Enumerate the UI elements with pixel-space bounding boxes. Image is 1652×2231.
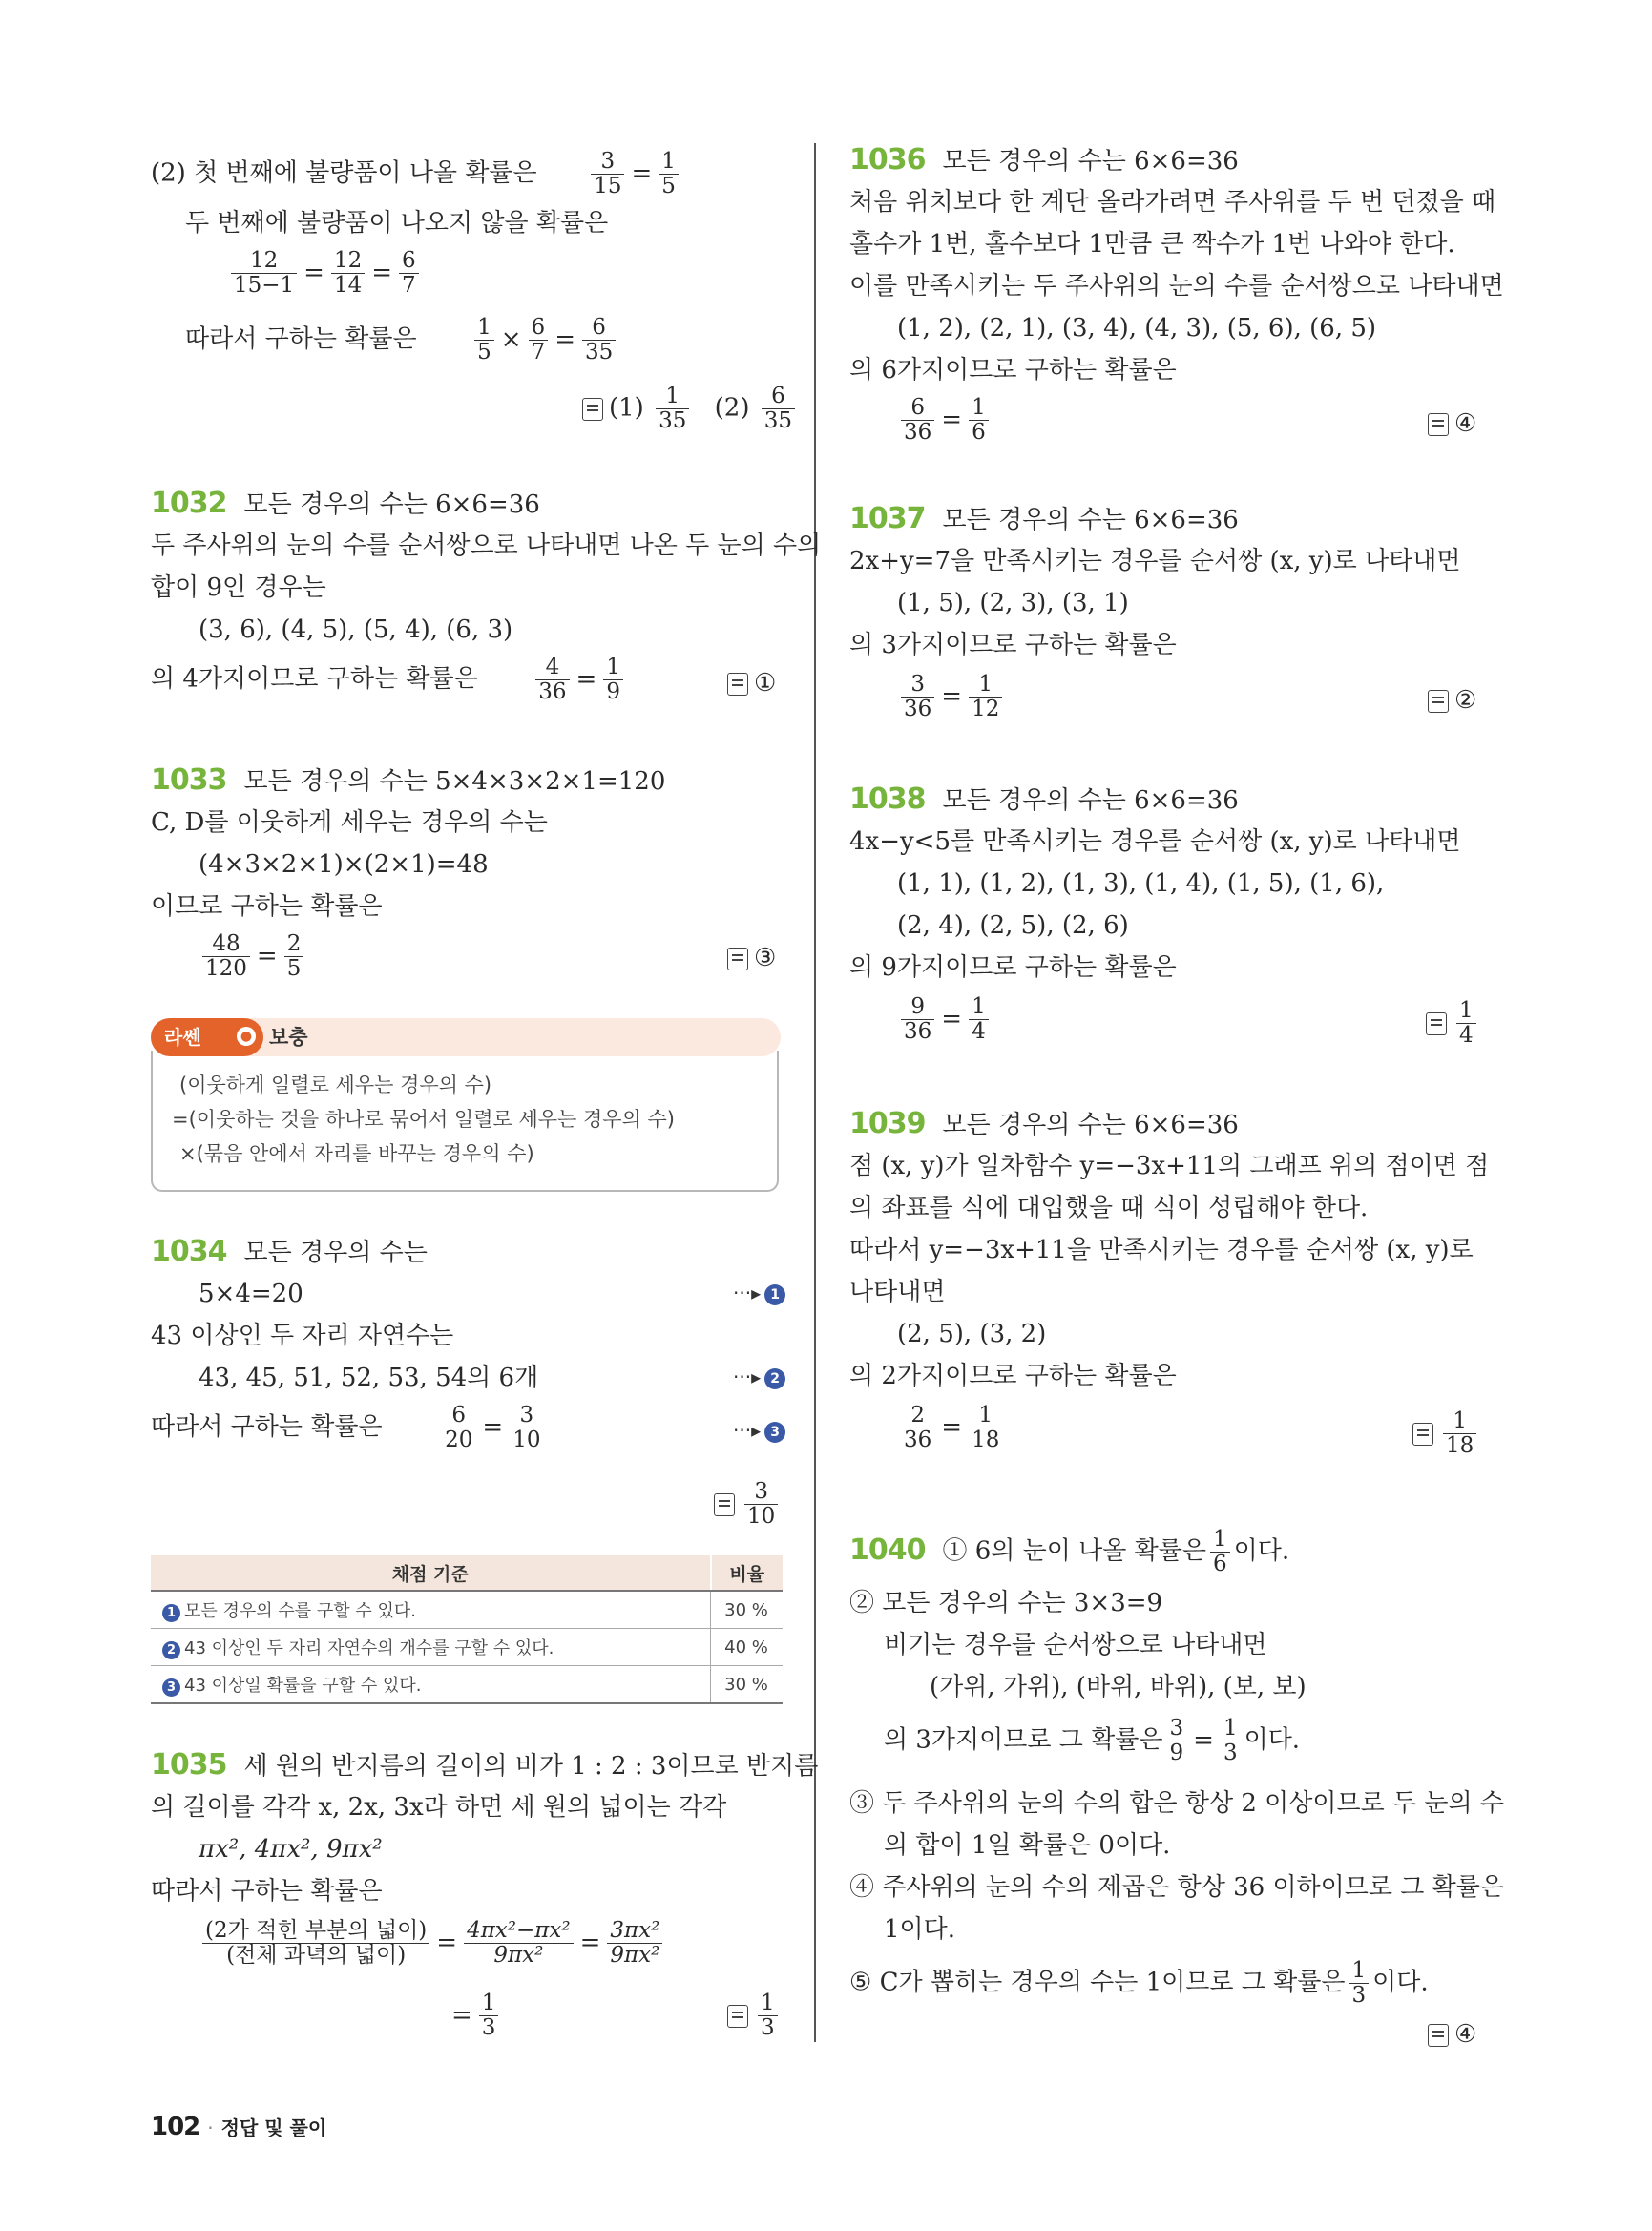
p1038-answer: $\frac{1}{4}$ — [1426, 999, 1480, 1048]
problem-number: 1036 — [849, 143, 926, 177]
p1040-line3: 비기는 경우를 순서쌍으로 나타내면 — [884, 1631, 1267, 1659]
p1040-line10: ⑤ C가 뽑히는 경우의 수는 1이므로 그 확률은 $\frac{1}{3}$ 이다. — [849, 1958, 1429, 2008]
p1036-answer: ④ — [1428, 407, 1476, 440]
p1038-line2: 4x−y<5를 만족시키는 경우를 순서쌍 (x, y)로 나타내면 — [849, 827, 1461, 856]
p1036-line2: 처음 위치보다 한 계단 올라가려면 주사위를 두 번 던졌을 때 — [849, 188, 1496, 217]
p1040-line8: ④ 주사위의 눈의 수의 제곱은 항상 36 이하이므로 그 확률은 — [849, 1873, 1505, 1902]
p1039-line3: 의 좌표를 식에 대입했을 때 식이 성립해야 한다. — [849, 1194, 1369, 1222]
p1040-answer: ④ — [1428, 2018, 1476, 2051]
p1031-answer: (1) $\frac{1}{35}$ (2) $\frac{6}{35}$ — [582, 385, 799, 433]
p1033-line4: 이므로 구하는 확률은 — [151, 892, 383, 921]
answer-icon — [727, 2005, 748, 2028]
table-cell: 3 43 이상일 확률을 구할 수 있다. — [151, 1666, 711, 1704]
p1040-line9: 1이다. — [884, 1915, 956, 1944]
problem-number: 1039 — [849, 1107, 926, 1140]
p1038-line6: $\frac{9}{36}$ = $\frac{1}{4}$ — [897, 995, 993, 1044]
p1039-line8: $\frac{2}{36}$ = $\frac{1}{18}$ — [897, 1404, 1006, 1452]
p1037-answer: ② — [1428, 684, 1476, 717]
p1039-line4: 따라서 y=−3x+11을 만족시키는 경우를 순서쌍 (x, y)로 — [849, 1236, 1474, 1264]
answer-icon — [1428, 690, 1449, 713]
p1032-line4: (3, 6), (4, 5), (5, 4), (6, 3) — [199, 615, 513, 644]
p1035-line1: 1035 세 원의 반지름의 길이의 비가 1 : 2 : 3이므로 반지름 — [151, 1748, 819, 1782]
p1035-line4: 따라서 구하는 확률은 — [151, 1877, 383, 1906]
p1031-line2: 두 번째에 불량품이 나오지 않을 확률은 — [185, 209, 609, 238]
supplement-line: (이웃하게 일렬로 세우는 경우의 수) — [179, 1074, 492, 1096]
problem-number: 1035 — [151, 1748, 227, 1782]
p1039-line5: 나타내면 — [849, 1278, 946, 1306]
supplement-header — [151, 1018, 781, 1056]
table-row — [151, 1591, 783, 1629]
p1032-line5: 의 4가지이므로 구하는 확률은 $\frac{4}{36}$ = $\frac{1}{9}$ — [151, 656, 627, 704]
table-header-row — [151, 1555, 783, 1591]
p1040-line4: (가위, 가위), (바위, 바위), (보, 보) — [930, 1673, 1307, 1701]
p1035-line3: πx², 4πx², 9πx² — [199, 1835, 383, 1864]
p1035-answer: $\frac{1}{3}$ — [727, 1991, 782, 2040]
p1032-line2: 두 주사위의 눈의 수를 순서쌍으로 나타내면 나온 두 눈의 수의 — [151, 532, 822, 560]
problem-number: 1032 — [151, 487, 227, 520]
answer-icon — [1426, 1012, 1447, 1035]
p1031-line4: 따라서 구하는 확률은 $\frac{1}{5}$ × $\frac{6}{7}$ = $\frac{6}{35}$ — [185, 316, 619, 365]
p1039-line7: 의 2가지이므로 구하는 확률은 — [849, 1362, 1177, 1390]
p1034-line5: 따라서 구하는 확률은 $\frac{6}{20}$ = $\frac{3}{10}$ — [151, 1404, 547, 1452]
step-marker: ···▸ 3 — [733, 1419, 785, 1443]
p1033-line2: C, D를 이웃하게 세우는 경우의 수는 — [151, 808, 548, 837]
problem-number: 1037 — [849, 502, 926, 535]
problem-number: 1040 — [849, 1533, 926, 1567]
p1037-line2: 2x+y=7을 만족시키는 경우를 순서쌍 (x, y)로 나타내면 — [849, 547, 1461, 575]
p1036-line1: 1036 모든 경우의 수는 6×6=36 — [849, 143, 1239, 177]
p1040-line5: 의 3가지이므로 그 확률은 $\frac{3}{9}$ = $\frac{1}{3}$ 이다. — [884, 1716, 1301, 1765]
supplement-box — [151, 1018, 781, 1190]
fraction: $\frac{3}{15}$ — [591, 150, 624, 198]
p1039-line6: (2, 5), (3, 2) — [897, 1320, 1047, 1348]
p1032-line3: 합이 9인 경우는 — [151, 573, 326, 602]
p1033-answer: ③ — [727, 942, 776, 974]
p1032-answer: ① — [727, 667, 776, 699]
p1039-line2: 점 (x, y)가 일차함수 y=−3x+11의 그래프 위의 점이면 점 — [849, 1152, 1490, 1180]
circle-icon: ● — [237, 1027, 256, 1046]
answer-icon — [582, 398, 603, 421]
supplement-body — [151, 1051, 779, 1192]
p1033-line3: (4×3×2×1)×(2×1)=48 — [199, 850, 489, 879]
p1038-line4: (2, 4), (2, 5), (2, 6) — [897, 911, 1129, 940]
p1038-line3: (1, 1), (1, 2), (1, 3), (1, 4), (1, 5), (1, 6), — [897, 869, 1385, 898]
step-marker: ···▸ 1 — [733, 1282, 785, 1305]
p1037-line1: 1037 모든 경우의 수는 6×6=36 — [849, 502, 1239, 535]
p1040-line6: ③ 두 주사위의 눈의 수의 합은 항상 2 이상이므로 두 눈의 수 — [849, 1789, 1505, 1818]
answer-icon — [1428, 413, 1449, 436]
p1037-line4: 의 3가지이므로 구하는 확률은 — [849, 631, 1177, 659]
p1034-line3: 43 이상인 두 자리 자연수는 — [151, 1322, 454, 1350]
table-row — [151, 1666, 783, 1704]
p1037-line5: $\frac{3}{36}$ = $\frac{1}{12}$ — [897, 673, 1006, 721]
table-cell: 40 % — [711, 1629, 784, 1666]
p1034-line1: 1034 모든 경우의 수는 — [151, 1235, 428, 1268]
p1040-line2: ② 모든 경우의 수는 3×3=9 — [849, 1589, 1163, 1617]
p1032-line1: 1032 모든 경우의 수는 6×6=36 — [151, 487, 540, 520]
table-cell: 30 % — [711, 1591, 784, 1629]
answer-icon — [1412, 1423, 1433, 1446]
table-cell: 30 % — [711, 1666, 784, 1704]
answer-icon — [714, 1493, 735, 1516]
fraction: $\frac{1}{5}$ — [659, 150, 679, 198]
answer-icon — [727, 948, 748, 970]
p1035-line2: 의 길이를 각각 x, 2x, 3x라 하면 세 원의 넓이는 각각 — [151, 1793, 727, 1822]
table-cell: 1 모든 경우의 수를 구할 수 있다. — [151, 1591, 711, 1629]
problem-number: 1038 — [849, 782, 926, 816]
p1034-line2: 5×4=20 — [199, 1280, 303, 1308]
page-footer — [151, 2113, 326, 2141]
footer-title: 정답 및 풀이 — [220, 2116, 327, 2139]
p1036-line7: $\frac{6}{36}$ = $\frac{1}{6}$ — [897, 396, 993, 445]
p1040-line7: 의 합이 1일 확률은 0이다. — [884, 1831, 1171, 1860]
p1038-line5: 의 9가지이므로 구하는 확률은 — [849, 953, 1177, 982]
answer-icon — [1428, 2024, 1449, 2047]
p1037-line3: (1, 5), (2, 3), (3, 1) — [897, 589, 1129, 617]
p1031-line1: (2) 첫 번째에 불량품이 나올 확률은 $\frac{3}{15}$ = $\frac{1}{5}$ — [151, 150, 682, 198]
footer-separator: · — [207, 2116, 214, 2139]
p1036-line5: (1, 2), (2, 1), (3, 4), (4, 3), (5, 6), (6, 5) — [897, 314, 1377, 343]
table-header: 비율 — [711, 1555, 784, 1591]
table-header: 채점 기준 — [151, 1555, 711, 1591]
p1033-line5: $\frac{48}{120}$ = $\frac{2}{5}$ — [199, 932, 307, 981]
p1036-line4: 이를 만족시키는 두 주사위의 눈의 수를 순서쌍으로 나타내면 — [849, 272, 1504, 301]
p1034-line4: 43, 45, 51, 52, 53, 54의 6개 — [199, 1364, 539, 1392]
p1039-line1: 1039 모든 경우의 수는 6×6=36 — [849, 1107, 1239, 1140]
step-marker: ···▸ 2 — [733, 1366, 785, 1389]
p1039-answer: $\frac{1}{18}$ — [1412, 1409, 1480, 1458]
p1036-line6: 의 6가지이므로 구하는 확률은 — [849, 356, 1177, 385]
table-row — [151, 1629, 783, 1666]
p1031-line3: $\frac{12}{15-1}$ = $\frac{12}{14}$ = $\frac{6}{7}$ — [227, 249, 423, 298]
page-number: 102 — [151, 2113, 200, 2141]
p1036-line3: 홀수가 1번, 홀수보다 1만큼 큰 짝수가 1번 나와야 한다. — [849, 230, 1455, 259]
problem-number: 1034 — [151, 1235, 227, 1268]
supplement-line: ×(묶음 안에서 자리를 바꾸는 경우의 수) — [179, 1142, 534, 1165]
p1035-line6: = $\frac{1}{3}$ — [449, 1991, 502, 2040]
problem-number: 1033 — [151, 763, 227, 797]
p1038-line1: 1038 모든 경우의 수는 6×6=36 — [849, 782, 1239, 816]
answer-icon — [727, 673, 748, 696]
supplement-line: =(이웃하는 것을 하나로 묶어서 일렬로 세우는 경우의 수) — [172, 1108, 675, 1131]
p1034-answer: $\frac{3}{10}$ — [714, 1480, 782, 1529]
brand-badge: 라쎈 ● — [151, 1018, 263, 1056]
p1035-line5: $\frac{\text{(2가 적힌 부분의 넓이)}}{\text{(전체 과녁의 넓이)}}$ = $\frac{\text{4πx²−πx²}}{\text{9πx²}}$ = $\frac{\text{3πx²}}{\text{9πx²}}$ — [199, 1919, 666, 1968]
p1033-line1: 1033 모든 경우의 수는 5×4×3×2×1=120 — [151, 763, 666, 797]
scoring-criteria-table — [151, 1555, 783, 1704]
p1040-line1: 1040 ① 6의 눈이 나올 확률은 $\frac{1}{6}$ 이다. — [849, 1527, 1290, 1576]
table-cell: 2 43 이상인 두 자리 자연수의 개수를 구할 수 있다. — [151, 1629, 711, 1666]
supplement-title: 보충 — [269, 1026, 308, 1049]
